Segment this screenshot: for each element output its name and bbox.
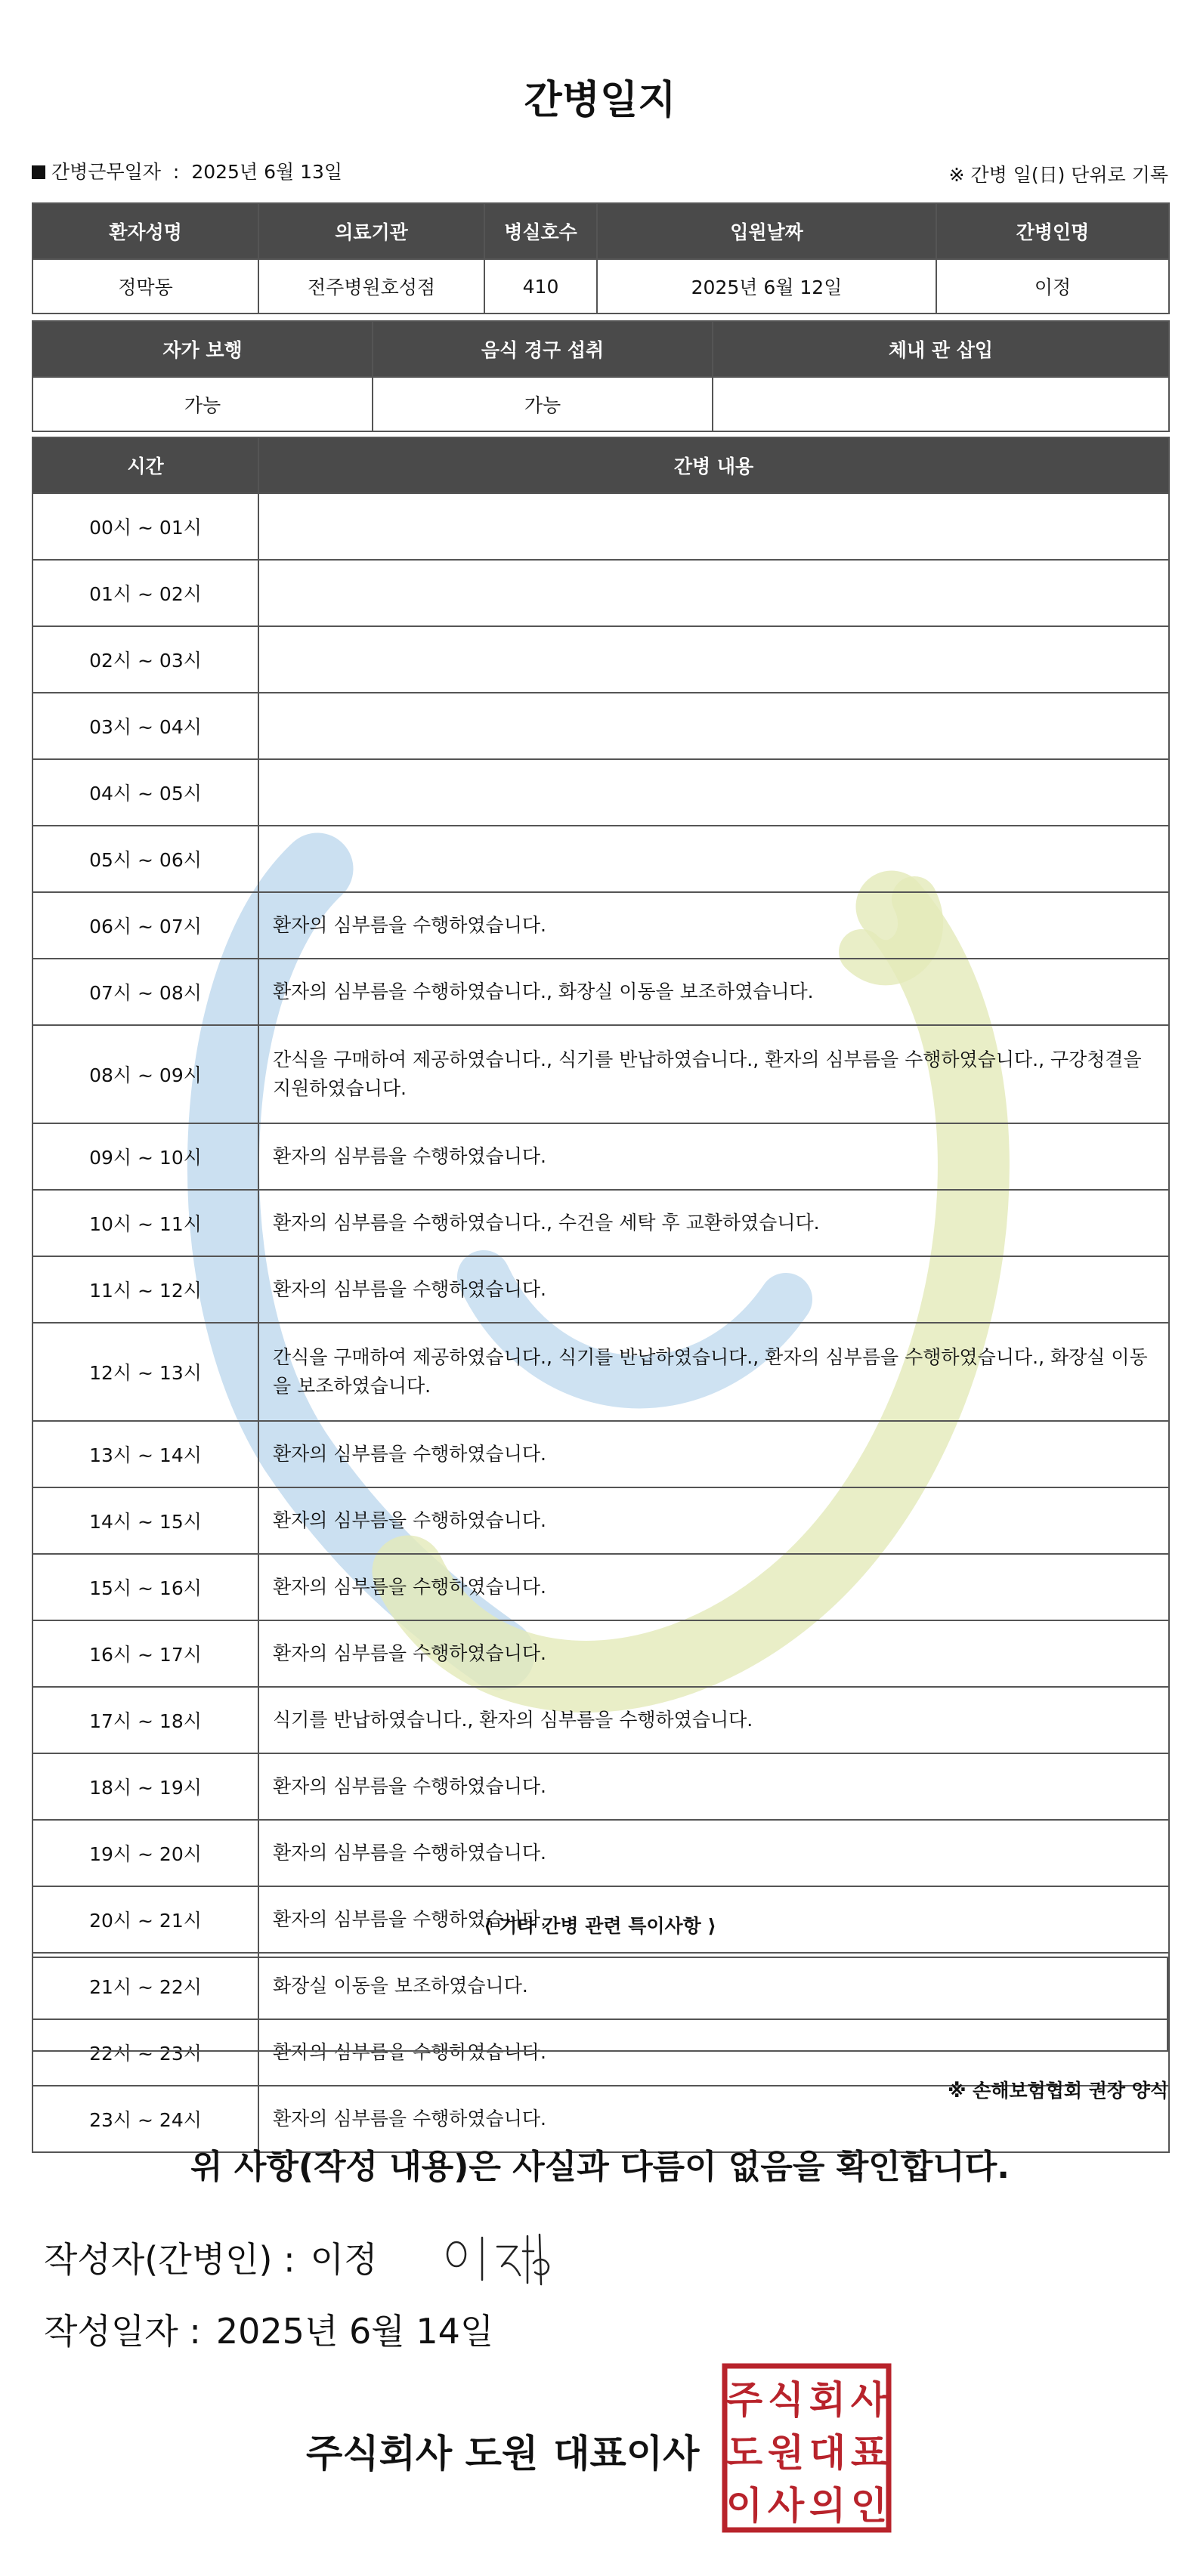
care-log-content: 환자의 심부름을 수행하였습니다., 화장실 이동을 보조하였습니다. [258,959,1169,1025]
care-log-row [32,1025,1169,1123]
header-care-content: 간병 내용 [258,437,1169,493]
care-log-time: 19시 ~ 20시 [32,1820,258,1886]
work-date-line [32,157,342,184]
work-date-value: 2025년 6월 13일 [191,161,343,183]
company-name: 주식회사 도원 [306,2432,539,2476]
care-log-time: 00시 ~ 01시 [32,493,258,560]
care-log-row [32,959,1169,1025]
care-log-content [258,826,1169,892]
svg-text:주: 주 [725,2378,763,2422]
svg-text:사: 사 [767,2484,805,2528]
header-self-walking: 자가 보행 [32,321,373,377]
care-log-time: 07시 ~ 08시 [32,959,258,1025]
care-log-row [32,626,1169,693]
care-log-content: 환자의 심부름을 수행하였습니다. [258,2086,1169,2152]
hospital-name: 전주병원호성점 [258,259,484,314]
written-date-label: 작성일자 : [44,2311,201,2352]
care-log-time: 04시 ~ 05시 [32,759,258,826]
care-log-table [32,437,1170,2153]
care-log-row [32,1620,1169,1687]
care-log-content [258,560,1169,626]
header-tube-insertion: 체내 관 삽입 [713,321,1169,377]
care-log-time: 23시 ~ 24시 [32,2086,258,2152]
care-log-row [32,1256,1169,1323]
care-log-content [258,493,1169,560]
company-seal-stamp [722,2363,892,2533]
form-note: ※ 손해보험협회 권장 양식 [948,2080,1168,2102]
care-log-content: 식기를 반납하였습니다., 환자의 심부름을 수행하였습니다. [258,1687,1169,1753]
care-log-content: 환자의 심부름을 수행하였습니다. [258,1753,1169,1820]
handwritten-signature [438,2221,567,2289]
care-log-time: 09시 ~ 10시 [32,1123,258,1190]
care-log-content: 환자의 심부름을 수행하였습니다. [258,1123,1169,1190]
care-log-content: 환자의 심부름을 수행하였습니다., 수건을 세탁 후 교환하였습니다. [258,1190,1169,1256]
header-admission-date: 입원날짜 [597,203,936,259]
care-log-content: 환자의 심부름을 수행하였습니다. [258,892,1169,959]
patient-info-header-row [32,203,1169,259]
written-date-value: 2025년 6월 14일 [215,2311,494,2352]
care-log-content [258,693,1169,759]
care-log-time: 12시 ~ 13시 [32,1323,258,1421]
patient-info-table [32,202,1170,314]
tube-insertion-value [713,377,1169,431]
care-log-time: 18시 ~ 19시 [32,1753,258,1820]
care-log-row [32,1323,1169,1421]
patient-status-header-row [32,321,1169,377]
svg-text:인: 인 [850,2484,888,2528]
care-log-time: 17시 ~ 18시 [32,1687,258,1753]
care-log-row [32,1687,1169,1753]
care-log-time: 08시 ~ 09시 [32,1025,258,1123]
unit-note: ※ 간병 일(日) 단위로 기록 [948,164,1168,186]
written-date-line [44,2304,493,2354]
svg-text:의: 의 [809,2484,846,2528]
care-log-time: 03시 ~ 04시 [32,693,258,759]
care-log-row [32,1190,1169,1256]
care-log-row [32,826,1169,892]
oral-intake-value: 가능 [373,377,713,431]
header-hospital: 의료기관 [258,203,484,259]
care-log-row [32,493,1169,560]
care-log-time: 16시 ~ 17시 [32,1620,258,1687]
care-log-row [32,1753,1169,1820]
svg-text:대: 대 [809,2431,846,2475]
work-date-label: 간병근무일자 [51,161,161,183]
document-title: 간병일지 [524,78,676,123]
room-number: 410 [484,259,597,314]
patient-name: 정막동 [32,259,258,314]
care-log-content: 환자의 심부름을 수행하였습니다. [258,1620,1169,1687]
care-log-content: 환자의 심부름을 수행하였습니다. [258,1554,1169,1620]
care-log-time: 06시 ~ 07시 [32,892,258,959]
extra-notes-box [32,1957,1168,2052]
care-log-content: 간식을 구매하여 제공하였습니다., 식기를 반납하였습니다., 환자의 심부름을 수행하였습니다., 구강청결을 지원하였습니다. [258,1025,1169,1123]
self-walking-value: 가능 [32,377,373,431]
care-log-content: 간식을 구매하여 제공하였습니다., 식기를 반납하였습니다., 환자의 심부름을 수행하였습니다., 화장실 이동을 보조하였습니다. [258,1323,1169,1421]
admission-date: 2025년 6월 12일 [597,259,936,314]
care-log-time: 20시 ~ 21시 [32,1886,258,1953]
svg-text:도: 도 [725,2431,763,2475]
header-patient-name: 환자성명 [32,203,258,259]
care-log-time: 14시 ~ 15시 [32,1487,258,1554]
care-log-row [32,1421,1169,1487]
care-log-row [32,759,1169,826]
svg-text:이: 이 [725,2484,763,2528]
care-log-row [32,1487,1169,1554]
work-date-colon: : [172,161,180,183]
svg-text:원: 원 [767,2431,805,2475]
care-log-row [32,892,1169,959]
care-log-content: 환자의 심부름을 수행하였습니다. [258,1886,1169,1953]
care-log-time: 15시 ~ 16시 [32,1554,258,1620]
svg-text:사: 사 [850,2378,888,2422]
caregiver-name: 이정 [936,259,1169,314]
company-line [306,2423,699,2478]
care-log-time: 01시 ~ 02시 [32,560,258,626]
care-log-time: 02시 ~ 03시 [32,626,258,693]
header-oral-intake: 음식 경구 섭취 [373,321,713,377]
care-log-time: 13시 ~ 14시 [32,1421,258,1487]
care-log-row [32,1123,1169,1190]
care-log-content: 환자의 심부름을 수행하였습니다. [258,2019,1169,2086]
svg-text:식: 식 [767,2378,805,2422]
writer-label: 작성자(간병인) : [44,2239,295,2280]
care-log-content: 환자의 심부름을 수행하였습니다. [258,1256,1169,1323]
care-log-time: 10시 ~ 11시 [32,1190,258,1256]
header-time: 시간 [32,437,258,493]
header-room-number: 병실호수 [484,203,597,259]
patient-info-value-row [32,259,1169,314]
care-log-content: 환자의 심부름을 수행하였습니다. [258,1421,1169,1487]
care-log-time: 22시 ~ 23시 [32,2019,258,2086]
svg-text:표: 표 [850,2431,888,2475]
representative-title: 대표이사 [553,2432,700,2476]
care-log-header-row [32,437,1169,493]
writer-name: 이정 [310,2239,378,2280]
confirmation-statement: 위 사항(작성 내용)은 사실과 다름이 없음을 확인합니다. [190,2148,1010,2186]
care-log-row [32,1554,1169,1620]
bullet-square-icon [32,165,45,179]
care-log-content [258,759,1169,826]
care-log-content [258,626,1169,693]
care-log-content: 환자의 심부름을 수행하였습니다. [258,1820,1169,1886]
care-log-content: 환자의 심부름을 수행하였습니다. [258,1487,1169,1554]
patient-status-table [32,320,1170,432]
care-log-time: 11시 ~ 12시 [32,1256,258,1323]
care-log-time: 05시 ~ 06시 [32,826,258,892]
care-log-row [32,560,1169,626]
writer-line [44,2232,378,2282]
care-log-time: 21시 ~ 22시 [32,1953,258,2019]
header-caregiver-name: 간병인명 [936,203,1169,259]
patient-status-value-row [32,377,1169,431]
care-log-row [32,693,1169,759]
care-log-row [32,1820,1169,1886]
care-log-content: 화장실 이동을 보조하였습니다. [258,1953,1169,2019]
extra-notes-title: ⟨ 기타 간병 관련 특이사항 ⟩ [484,1915,716,1937]
svg-text:회: 회 [809,2378,846,2422]
